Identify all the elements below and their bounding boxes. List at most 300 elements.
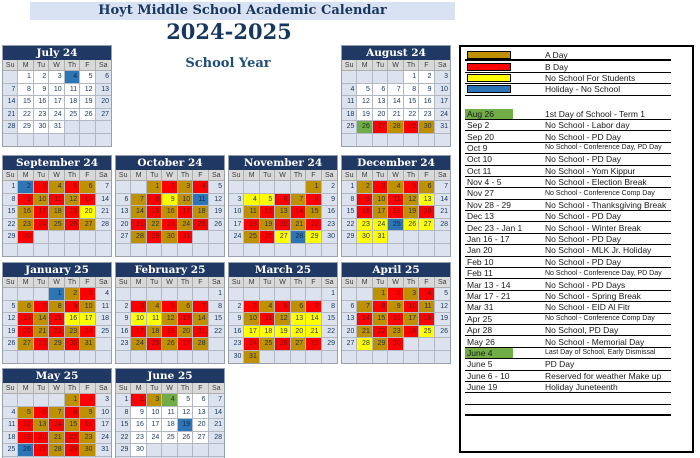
day-cell: 4	[65, 71, 80, 84]
empty-cell	[49, 134, 64, 147]
weekday-header-row	[3, 170, 111, 181]
legend-key-row	[465, 73, 671, 84]
empty-cell	[260, 181, 275, 194]
event-description: No School - PD Day	[545, 211, 622, 222]
day-cell: 5	[80, 71, 95, 84]
legend-key-label: No School For Students	[545, 72, 636, 83]
day-cell: 14	[3, 96, 18, 109]
weekday-header: Su	[116, 170, 131, 181]
day-cell: 18	[147, 326, 162, 339]
empty-cell	[18, 288, 33, 301]
month-calendar-april-25	[341, 262, 451, 364]
weekday-header-row	[3, 277, 111, 288]
event-date: Sep 20	[467, 131, 494, 142]
day-cell: 26	[65, 219, 80, 232]
week-row	[342, 244, 450, 257]
day-cell: 2	[388, 288, 403, 301]
day-cell: 3	[147, 394, 162, 407]
day-cell: 5	[65, 181, 80, 194]
weekday-header: Sa	[435, 277, 450, 288]
weekday-header: M	[131, 277, 146, 288]
event-row	[465, 279, 671, 290]
day-cell: 23	[34, 109, 49, 122]
empty-cell	[34, 351, 49, 364]
event-row	[465, 371, 671, 382]
empty-event-row	[465, 393, 671, 404]
weekday-header: M	[244, 277, 259, 288]
event-description: Reserved for weather Make up	[545, 370, 662, 381]
weekday-header-row	[229, 277, 337, 288]
day-cell: 22	[18, 109, 33, 122]
empty-cell	[65, 134, 80, 147]
day-cell: 19	[162, 326, 177, 339]
empty-cell	[260, 288, 275, 301]
empty-cell	[404, 231, 419, 244]
day-cell: 12	[404, 194, 419, 207]
day-cell: 21	[3, 109, 18, 122]
day-cell: 10	[80, 301, 95, 314]
empty-cell	[291, 181, 306, 194]
day-cell: 6	[80, 181, 95, 194]
day-cell: 14	[357, 313, 372, 326]
weekday-header: F	[306, 277, 321, 288]
day-cell: 12	[178, 407, 193, 420]
day-cell: 30	[34, 121, 49, 134]
day-cell: 24	[435, 109, 450, 122]
event-date: Oct 11	[467, 165, 492, 176]
empty-cell	[193, 351, 208, 364]
day-cell: 24	[404, 326, 419, 339]
day-cell: 26	[435, 326, 450, 339]
empty-cell	[244, 244, 259, 257]
day-cell: 16	[18, 206, 33, 219]
day-cell: 12	[65, 194, 80, 207]
day-cell: 23	[162, 219, 177, 232]
day-cell: 3	[131, 301, 146, 314]
day-cell: 12	[260, 206, 275, 219]
day-cell: 27	[373, 121, 388, 134]
day-cell: 17	[373, 206, 388, 219]
day-cell: 21	[34, 326, 49, 339]
empty-cell	[322, 244, 337, 257]
event-row	[465, 222, 671, 233]
day-cell: 11	[49, 194, 64, 207]
day-cell: 20	[18, 326, 33, 339]
day-cell: 21	[193, 326, 208, 339]
empty-cell	[49, 244, 64, 257]
day-cell: 10	[34, 194, 49, 207]
empty-cell	[357, 288, 372, 301]
weekday-header: Su	[3, 60, 18, 71]
event-description: No School - Winter Break	[545, 222, 641, 233]
empty-cell	[49, 351, 64, 364]
week-row	[229, 181, 337, 194]
day-cell: 19	[65, 206, 80, 219]
weekday-header: W	[388, 60, 403, 71]
day-cell: 9	[116, 313, 131, 326]
day-cell: 25	[49, 219, 64, 232]
weekday-header: Th	[65, 60, 80, 71]
day-cell: 1	[342, 181, 357, 194]
weekday-header: Th	[65, 383, 80, 394]
empty-cell	[162, 244, 177, 257]
day-cell: 13	[342, 313, 357, 326]
day-cell: 12	[3, 313, 18, 326]
event-description: No School - Memorial Day	[545, 336, 645, 347]
event-date: Nov 27	[467, 188, 494, 199]
event-description: No School - Spring Break	[545, 291, 641, 301]
day-cell: 4	[49, 181, 64, 194]
day-cell: 18	[193, 206, 208, 219]
event-row	[465, 359, 671, 370]
day-cell: 17	[244, 326, 259, 339]
day-cell: 4	[244, 194, 259, 207]
empty-cell	[260, 244, 275, 257]
day-cell: 16	[322, 206, 337, 219]
day-cell: 26	[178, 432, 193, 445]
day-cell: 7	[209, 394, 224, 407]
month-title: October 24	[116, 156, 224, 170]
weekday-header-row	[342, 170, 450, 181]
empty-cell	[322, 351, 337, 364]
week-row	[116, 231, 224, 244]
day-cell: 13	[96, 84, 111, 97]
day-cell: 21	[388, 109, 403, 122]
week-row	[229, 313, 337, 326]
week-row	[342, 71, 450, 84]
week-row	[342, 288, 450, 301]
day-cell: 15	[306, 206, 321, 219]
day-cell: 29	[373, 338, 388, 351]
day-cell: 22	[147, 219, 162, 232]
empty-cell	[178, 444, 193, 457]
day-cell: 23	[116, 338, 131, 351]
weekday-header: Sa	[322, 170, 337, 181]
day-cell: 12	[209, 194, 224, 207]
month-calendar-january-25	[2, 262, 112, 364]
week-row	[3, 181, 111, 194]
weekday-header-row	[3, 60, 111, 71]
empty-cell	[116, 181, 131, 194]
day-cell: 9	[80, 407, 95, 420]
empty-cell	[116, 351, 131, 364]
day-cell: 28	[49, 444, 64, 457]
event-date: Dec 23 - Jan 1	[467, 222, 523, 233]
day-cell: 30	[322, 231, 337, 244]
empty-cell	[357, 244, 372, 257]
weekday-header: W	[275, 277, 290, 288]
day-cell: 26	[162, 338, 177, 351]
empty-cell	[342, 71, 357, 84]
empty-cell	[131, 351, 146, 364]
day-cell: 2	[18, 181, 33, 194]
weekday-header: M	[357, 170, 372, 181]
month-title: February 25	[116, 263, 224, 277]
empty-cell	[373, 244, 388, 257]
day-cell: 19	[435, 313, 450, 326]
day-cell: 5	[178, 394, 193, 407]
day-cell: 10	[229, 206, 244, 219]
page-title: Hoyt Middle School Academic Calendar	[30, 2, 455, 20]
empty-cell	[18, 134, 33, 147]
month-calendar-october-24	[115, 155, 225, 257]
event-row	[465, 166, 671, 177]
day-cell: 19	[178, 419, 193, 432]
day-cell: 6	[178, 301, 193, 314]
day-cell: 20	[373, 109, 388, 122]
weekday-header: F	[419, 60, 434, 71]
week-row	[3, 96, 111, 109]
day-cell: 15	[65, 419, 80, 432]
weekday-header: M	[18, 383, 33, 394]
day-cell: 10	[96, 407, 111, 420]
day-cell: 2	[229, 301, 244, 314]
empty-cell	[96, 351, 111, 364]
day-cell: 16	[34, 96, 49, 109]
day-cell: 4	[342, 84, 357, 97]
empty-cell	[435, 351, 450, 364]
day-cell: 25	[419, 326, 434, 339]
day-cell: 3	[96, 394, 111, 407]
day-cell: 24	[34, 219, 49, 232]
day-cell: 24	[131, 338, 146, 351]
day-cell: 19	[3, 326, 18, 339]
empty-cell	[209, 244, 224, 257]
weekday-header: Th	[404, 277, 419, 288]
week-row	[229, 301, 337, 314]
day-cell: 12	[80, 84, 95, 97]
empty-cell	[131, 181, 146, 194]
day-cell: 24	[229, 231, 244, 244]
day-cell: 8	[209, 301, 224, 314]
empty-cell	[96, 338, 111, 351]
month-calendar-june-25	[115, 368, 225, 458]
week-row	[3, 444, 111, 457]
day-cell: 15	[209, 313, 224, 326]
event-row	[465, 268, 671, 279]
event-row	[465, 177, 671, 188]
weekday-header: Tu	[373, 170, 388, 181]
day-cell: 15	[342, 206, 357, 219]
event-description: No School - Labor day	[545, 120, 630, 131]
day-cell: 6	[291, 301, 306, 314]
event-date: Feb 11	[467, 268, 493, 279]
event-date: Jan 16 - 17	[467, 234, 510, 245]
day-cell: 2	[131, 394, 146, 407]
empty-cell	[147, 444, 162, 457]
day-cell: 6	[116, 194, 131, 207]
day-cell: 7	[49, 407, 64, 420]
event-row	[465, 257, 671, 268]
week-row	[3, 121, 111, 134]
event-description: No School - Yom Kippur	[545, 165, 636, 176]
day-cell: 6	[96, 71, 111, 84]
weekday-header: Tu	[147, 170, 162, 181]
day-cell: 12	[357, 96, 372, 109]
day-cell: 24	[49, 109, 64, 122]
month-calendar-november-24	[228, 155, 338, 257]
day-cell: 27	[96, 109, 111, 122]
weekday-header: W	[162, 170, 177, 181]
event-date: June 6 - 10	[467, 370, 510, 381]
weekday-header: Tu	[34, 170, 49, 181]
event-description: No School - Conference Day, PD Day	[545, 144, 662, 152]
day-cell: 13	[291, 313, 306, 326]
day-cell: 7	[306, 301, 321, 314]
event-date: Sep 2	[467, 120, 490, 131]
day-cell: 27	[178, 338, 193, 351]
week-row	[116, 206, 224, 219]
day-cell: 25	[65, 109, 80, 122]
day-cell: 15	[116, 419, 131, 432]
empty-cell	[388, 71, 403, 84]
week-row	[116, 444, 224, 457]
day-cell: 5	[3, 301, 18, 314]
day-cell: 17	[229, 219, 244, 232]
day-cell: 1	[18, 71, 33, 84]
day-cell: 9	[65, 301, 80, 314]
week-row	[3, 351, 111, 364]
day-cell: 6	[342, 301, 357, 314]
week-row	[342, 231, 450, 244]
empty-cell	[357, 134, 372, 147]
empty-cell	[419, 338, 434, 351]
day-cell: 29	[18, 121, 33, 134]
day-cell: 28	[193, 338, 208, 351]
empty-cell	[65, 121, 80, 134]
day-cell: 25	[162, 432, 177, 445]
day-cell: 19	[260, 219, 275, 232]
day-cell: 29	[322, 338, 337, 351]
week-row	[342, 351, 450, 364]
empty-cell	[131, 244, 146, 257]
week-row	[3, 84, 111, 97]
day-cell: 13	[373, 96, 388, 109]
week-row	[3, 219, 111, 232]
day-cell: 7	[96, 181, 111, 194]
day-cell: 30	[80, 444, 95, 457]
day-cell: 27	[419, 219, 434, 232]
empty-cell	[193, 231, 208, 244]
day-cell: 14	[291, 206, 306, 219]
day-cell: 9	[34, 84, 49, 97]
day-cell: 9	[131, 407, 146, 420]
color-swatch	[467, 63, 511, 71]
weekday-header: F	[419, 277, 434, 288]
day-cell: 21	[306, 326, 321, 339]
empty-cell	[404, 244, 419, 257]
event-row	[465, 382, 671, 393]
day-cell: 10	[404, 301, 419, 314]
week-row	[3, 338, 111, 351]
day-cell: 18	[419, 313, 434, 326]
day-cell: 2	[419, 71, 434, 84]
day-cell: 23	[18, 219, 33, 232]
day-cell: 26	[357, 121, 372, 134]
day-cell: 3	[435, 71, 450, 84]
day-cell: 16	[388, 313, 403, 326]
weekday-header: Sa	[209, 277, 224, 288]
weekday-header-row	[229, 170, 337, 181]
day-cell: 3	[34, 181, 49, 194]
day-cell: 13	[34, 419, 49, 432]
day-cell: 14	[96, 194, 111, 207]
empty-cell	[209, 231, 224, 244]
empty-cell	[388, 244, 403, 257]
day-cell: 16	[229, 326, 244, 339]
empty-cell	[131, 288, 146, 301]
day-cell: 21	[209, 419, 224, 432]
day-cell: 11	[162, 407, 177, 420]
event-description: No School - EID Al Fitr	[545, 302, 631, 313]
empty-cell	[260, 351, 275, 364]
week-row	[3, 194, 111, 207]
day-cell: 17	[131, 326, 146, 339]
event-description: No School - Thanksgiving Break	[545, 199, 667, 210]
empty-cell	[65, 351, 80, 364]
weekday-header: F	[80, 277, 95, 288]
day-cell: 16	[131, 419, 146, 432]
month-calendar-february-25	[115, 262, 225, 364]
week-row	[116, 407, 224, 420]
day-cell: 12	[18, 419, 33, 432]
event-row	[465, 154, 671, 165]
empty-cell	[34, 244, 49, 257]
month-calendar-december-24	[341, 155, 451, 257]
day-cell: 26	[260, 231, 275, 244]
week-row	[229, 351, 337, 364]
empty-cell	[435, 244, 450, 257]
day-cell: 4	[3, 407, 18, 420]
week-row	[342, 338, 450, 351]
day-cell: 9	[322, 194, 337, 207]
empty-cell	[291, 244, 306, 257]
weekday-header: Su	[342, 60, 357, 71]
day-cell: 27	[342, 338, 357, 351]
event-date: Mar 13 - 14	[467, 279, 511, 290]
event-description: Last Day of School, Early Dismissal	[545, 349, 656, 357]
day-cell: 9	[388, 301, 403, 314]
day-cell: 9	[229, 313, 244, 326]
day-cell: 7	[34, 301, 49, 314]
day-cell: 24	[96, 432, 111, 445]
month-title: September 24	[3, 156, 111, 170]
day-cell: 11	[96, 301, 111, 314]
weekday-header: Sa	[96, 170, 111, 181]
event-date: Oct 10	[467, 154, 493, 165]
day-cell: 23	[131, 432, 146, 445]
weekday-header: Sa	[435, 60, 450, 71]
day-cell: 29	[65, 444, 80, 457]
empty-cell	[357, 71, 372, 84]
empty-cell	[80, 134, 95, 147]
day-cell: 10	[178, 194, 193, 207]
empty-cell	[193, 444, 208, 457]
empty-cell	[80, 231, 95, 244]
day-cell: 1	[147, 181, 162, 194]
event-row	[465, 314, 671, 325]
event-row	[465, 234, 671, 245]
event-date: Apr 28	[467, 325, 493, 336]
day-cell: 27	[275, 231, 290, 244]
week-row	[116, 326, 224, 339]
month-calendar-march-25	[228, 262, 338, 364]
school-year-subtitle: School Year	[185, 56, 271, 71]
event-date: Mar 17 - 21	[467, 291, 511, 301]
day-cell: 22	[65, 432, 80, 445]
event-description: No School, PD Day	[545, 325, 619, 336]
weekday-header: F	[193, 277, 208, 288]
